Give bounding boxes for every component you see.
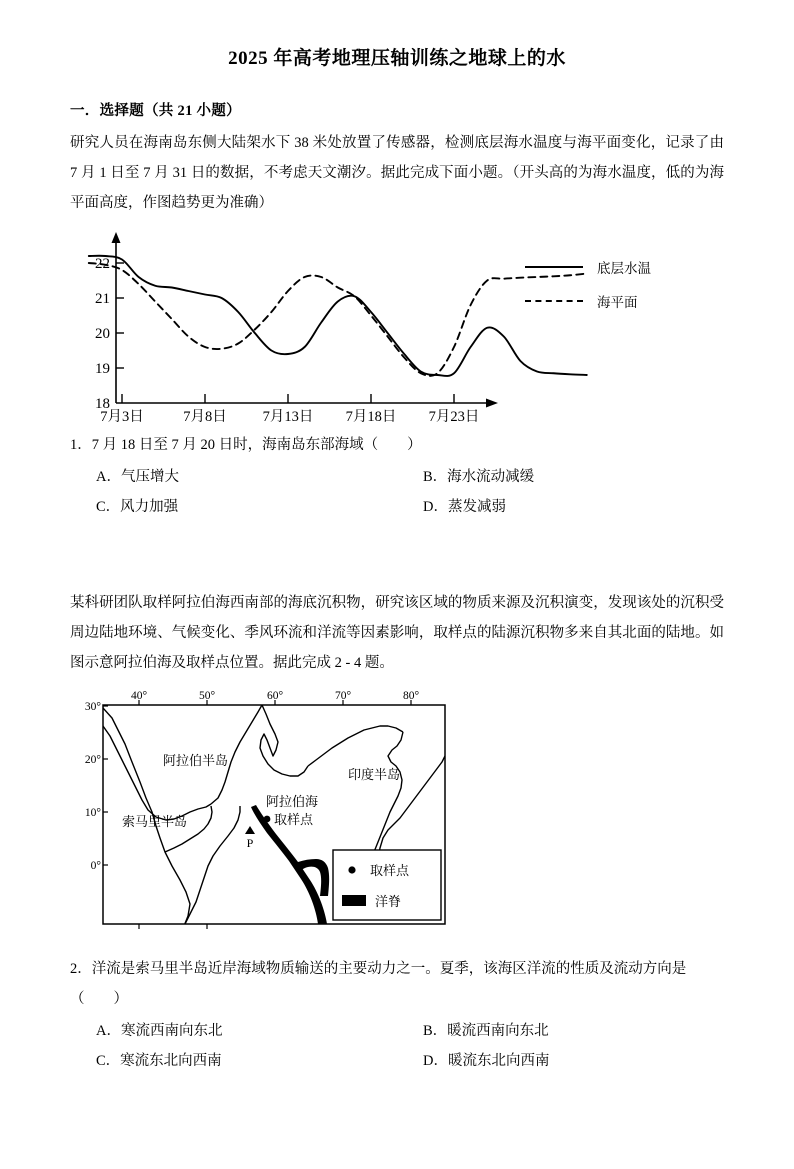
lat-label: 20° bbox=[84, 753, 101, 766]
question-1-options bbox=[70, 462, 724, 522]
question-2-options bbox=[70, 1016, 724, 1076]
passage-2-text: 某科研团队取样阿拉伯海西南部的海底沉积物，研究该区域的物质来源及沉积演变，发现该处的沉积受周边陆地环境、气候变化、季风环流和洋流等因素影响，取样点的陆源沉积物多来自其北面的陆地。如图示意阿拉伯海及取样点位置。据此完成 2 - 4 题。 bbox=[70, 594, 724, 671]
series-sea-level bbox=[89, 263, 587, 376]
label-sample-point: 取样点 bbox=[274, 811, 314, 827]
map-legend-frame bbox=[333, 850, 441, 920]
x-axis-labels bbox=[100, 408, 479, 424]
y-axis-ticks bbox=[116, 263, 124, 368]
option-d[interactable]: D．蒸发减弱 bbox=[423, 498, 506, 515]
label-indian-peninsula: 印度半岛 bbox=[348, 766, 401, 782]
y-tick-label: 19 bbox=[95, 360, 110, 377]
x-tick-label: 7月8日 bbox=[183, 408, 227, 424]
section-heading: 一．选择题（共 21 小题） bbox=[70, 102, 241, 119]
chart-axes bbox=[116, 240, 490, 403]
passage-1-text: 研究人员在海南岛东侧大陆架水下 38 米处放置了传感器，检测底层海水温度与海平面变化，记录了由 7 月 1 日至 7 月 31 日的数据，不考虑天文潮汐。据此完成下面小题。（开头高的为海水温度，低的为海平面高度，作图趋势更为准确） bbox=[70, 134, 724, 211]
option-b[interactable]: B．海水流动减缓 bbox=[423, 468, 535, 485]
y-tick-label: 18 bbox=[95, 395, 110, 412]
x-tick-label: 7月13日 bbox=[262, 408, 314, 424]
option-b[interactable]: B．暖流西南向东北 bbox=[423, 1022, 549, 1039]
legend-label-sample-point: 取样点 bbox=[370, 862, 410, 878]
question-1-stem: 1．7 月 18 日至 7 月 20 日时，海南岛东部海域（ ） bbox=[70, 436, 422, 453]
x-axis-arrow bbox=[486, 398, 498, 407]
label-arabian-peninsula: 阿拉伯半岛 bbox=[163, 752, 229, 768]
option-row bbox=[70, 1016, 724, 1046]
lat-label: 0° bbox=[90, 859, 101, 872]
option-c[interactable]: C．寒流东北向西南 bbox=[96, 1052, 222, 1069]
figure-sea-temperature-chart bbox=[70, 228, 724, 424]
x-tick-label: 7月3日 bbox=[100, 408, 144, 424]
y-axis-labels bbox=[95, 256, 110, 412]
x-axis-ticks bbox=[122, 394, 454, 403]
map-latitude-labels bbox=[85, 701, 102, 872]
series-bottom-water-temperature bbox=[89, 255, 587, 375]
section-spacer bbox=[70, 522, 724, 580]
page-title: 2025 年高考地理压轴训练之地球上的水 bbox=[228, 48, 566, 69]
question-2-stem: 2．洋流是索马里半岛近岸海域物质输送的主要动力之一。夏季，该海区洋流的性质及流动方向是（ ） bbox=[70, 960, 687, 1007]
lat-label: 10° bbox=[84, 806, 101, 819]
solid-line-icon bbox=[525, 266, 583, 268]
document-page bbox=[0, 46, 794, 1169]
lon-label: 80° bbox=[402, 689, 420, 702]
legend-sample-point-icon bbox=[348, 866, 355, 873]
option-a[interactable]: A．气压增大 bbox=[96, 468, 179, 485]
legend-label: 底层水温 bbox=[597, 260, 651, 276]
option-a[interactable]: A．寒流西南向东北 bbox=[96, 1022, 223, 1039]
y-tick-label: 22 bbox=[95, 255, 110, 272]
y-axis-arrow bbox=[112, 232, 121, 243]
figure-arabian-sea-map bbox=[70, 686, 724, 948]
lon-label: 40° bbox=[130, 689, 148, 702]
sample-point-icon bbox=[264, 815, 271, 822]
legend-label: 海平面 bbox=[597, 294, 638, 310]
lon-label: 50° bbox=[198, 689, 216, 702]
option-row bbox=[70, 1046, 724, 1076]
p-point-icon bbox=[245, 826, 255, 834]
dashed-line-icon bbox=[525, 300, 583, 302]
x-tick-label: 7月23日 bbox=[428, 408, 480, 424]
option-row bbox=[70, 492, 724, 522]
y-tick-label: 20 bbox=[95, 325, 110, 342]
x-tick-label: 7月18日 bbox=[345, 408, 397, 424]
map-svg bbox=[70, 686, 730, 944]
legend-item-sea-level bbox=[525, 284, 651, 318]
label-p-point: P bbox=[246, 835, 254, 850]
y-tick-label: 21 bbox=[95, 290, 110, 307]
option-d[interactable]: D．暖流东北向西南 bbox=[423, 1052, 550, 1069]
label-somali-peninsula: 索马里半岛 bbox=[122, 813, 188, 829]
chart-legend bbox=[525, 250, 651, 318]
label-arabian-sea: 阿拉伯海 bbox=[266, 793, 319, 809]
lat-label: 30° bbox=[84, 700, 101, 713]
option-row bbox=[70, 462, 724, 492]
map-legend bbox=[333, 850, 441, 920]
option-c[interactable]: C．风力加强 bbox=[96, 498, 179, 515]
legend-ridge-icon bbox=[342, 895, 366, 906]
lon-label: 60° bbox=[266, 689, 284, 702]
legend-item-bottom-water-temperature bbox=[525, 250, 651, 284]
lon-label: 70° bbox=[334, 689, 352, 702]
legend-label-ridge: 洋脊 bbox=[375, 893, 402, 909]
